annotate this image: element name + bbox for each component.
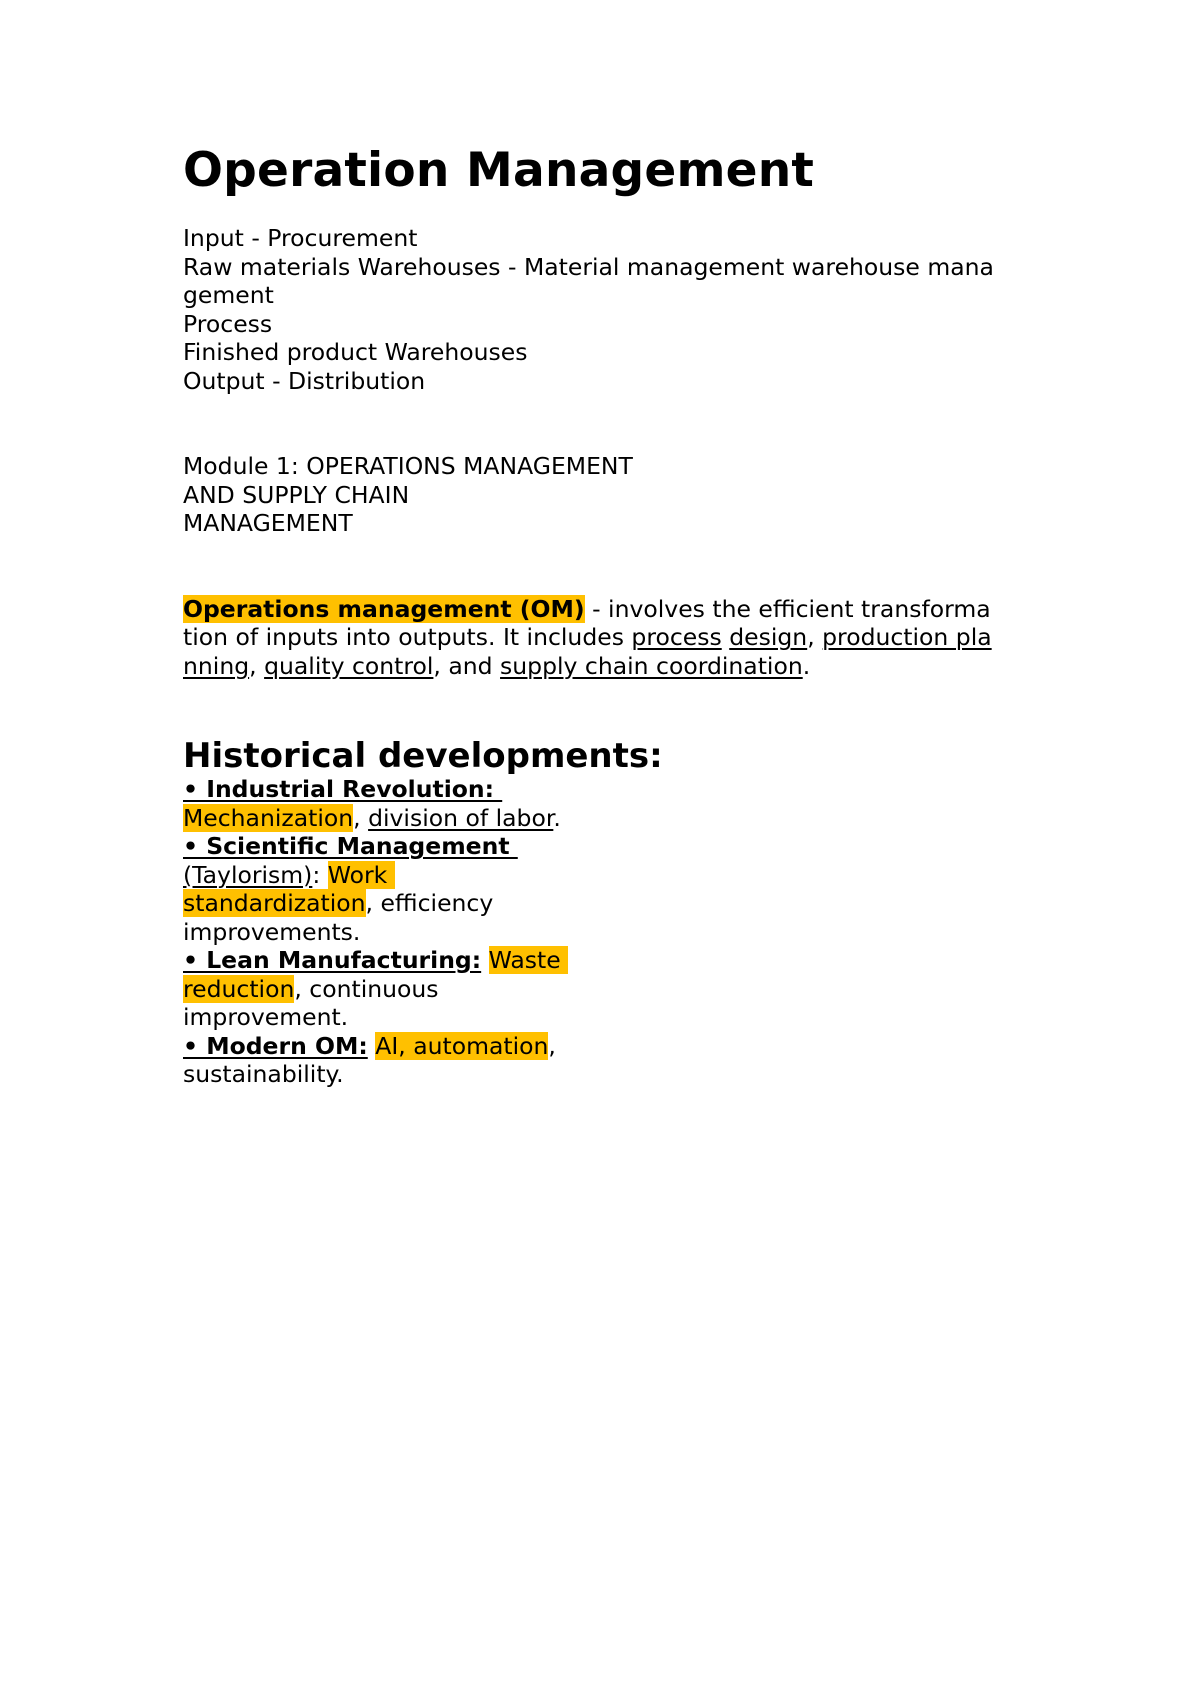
separator: .: [553, 803, 561, 832]
term-quality-control: quality control: [264, 651, 434, 680]
item-text: ,: [548, 1031, 556, 1060]
spacer: [183, 680, 1043, 737]
separator: .: [802, 651, 811, 680]
underlined-term: division of labor: [368, 803, 554, 832]
separator: :: [312, 860, 328, 889]
historical-list: [183, 775, 1043, 1089]
item-text: improvement.: [183, 1003, 349, 1031]
list-item: [183, 1032, 1043, 1089]
list-item: [183, 775, 1043, 832]
separator: ,: [353, 803, 369, 832]
module-title-line: AND SUPPLY CHAIN: [183, 480, 410, 509]
item-text: , continuous: [294, 974, 439, 1003]
separator: ,: [807, 623, 823, 651]
separator: [481, 946, 488, 974]
module-title-line: MANAGEMENT: [183, 509, 353, 537]
term-production-planning: production pla: [822, 623, 992, 651]
item-label: • Lean Manufacturing:: [183, 946, 482, 974]
flow-line: Finished product Warehouses: [183, 338, 528, 366]
list-item: [183, 946, 1043, 1032]
om-definition: [183, 595, 1043, 681]
item-label: • Industrial Revolution:: [183, 775, 503, 803]
definition-text: tion of inputs into outputs. It includes: [183, 623, 632, 651]
spacer: [183, 395, 1043, 452]
definition-line: [183, 623, 1043, 652]
flow-line: Process: [183, 309, 273, 338]
spacer: [183, 538, 1043, 595]
highlight: Work: [327, 860, 395, 889]
highlight: AI, automation: [375, 1031, 549, 1060]
highlight: Mechanization: [183, 803, 354, 832]
highlight: standardization: [183, 889, 366, 917]
term-supply-chain: supply chain coordination: [500, 651, 803, 680]
definition-text: - involves the efficient transforma: [584, 594, 991, 623]
highlight: Waste: [488, 946, 569, 974]
flow-line: gement: [183, 281, 274, 309]
term-process: process: [631, 623, 722, 651]
term-production-planning: nning: [183, 651, 250, 680]
highlight: reduction: [183, 974, 295, 1003]
document-body: [183, 140, 1043, 1089]
list-item: [183, 832, 1043, 946]
item-text: sustainability.: [183, 1060, 344, 1088]
definition-line: [183, 652, 1043, 681]
separator: ,: [249, 651, 265, 680]
underlined-term: (Taylorism): [183, 860, 313, 889]
term-design: design: [729, 623, 808, 651]
page-title: Operation Management: [183, 143, 815, 198]
item-text: improvements.: [183, 917, 361, 946]
separator: , and: [433, 651, 501, 680]
operations-flow: [183, 224, 1043, 737]
module-title-line: Module 1: OPERATIONS MANAGEMENT: [183, 452, 633, 480]
item-text: , efficiency: [365, 889, 494, 917]
section-heading: Historical developments:: [183, 736, 663, 776]
flow-line: Raw materials Warehouses - Material management warehouse mana: [183, 252, 994, 281]
flow-line: Output - Distribution: [183, 366, 426, 395]
item-label: • Modern OM:: [183, 1031, 368, 1060]
definition-line: [183, 595, 1043, 624]
item-label: • Scientific Management: [183, 832, 518, 860]
definition-term: Operations management (OM): [183, 594, 585, 623]
flow-line: Input - Procurement: [183, 224, 418, 252]
